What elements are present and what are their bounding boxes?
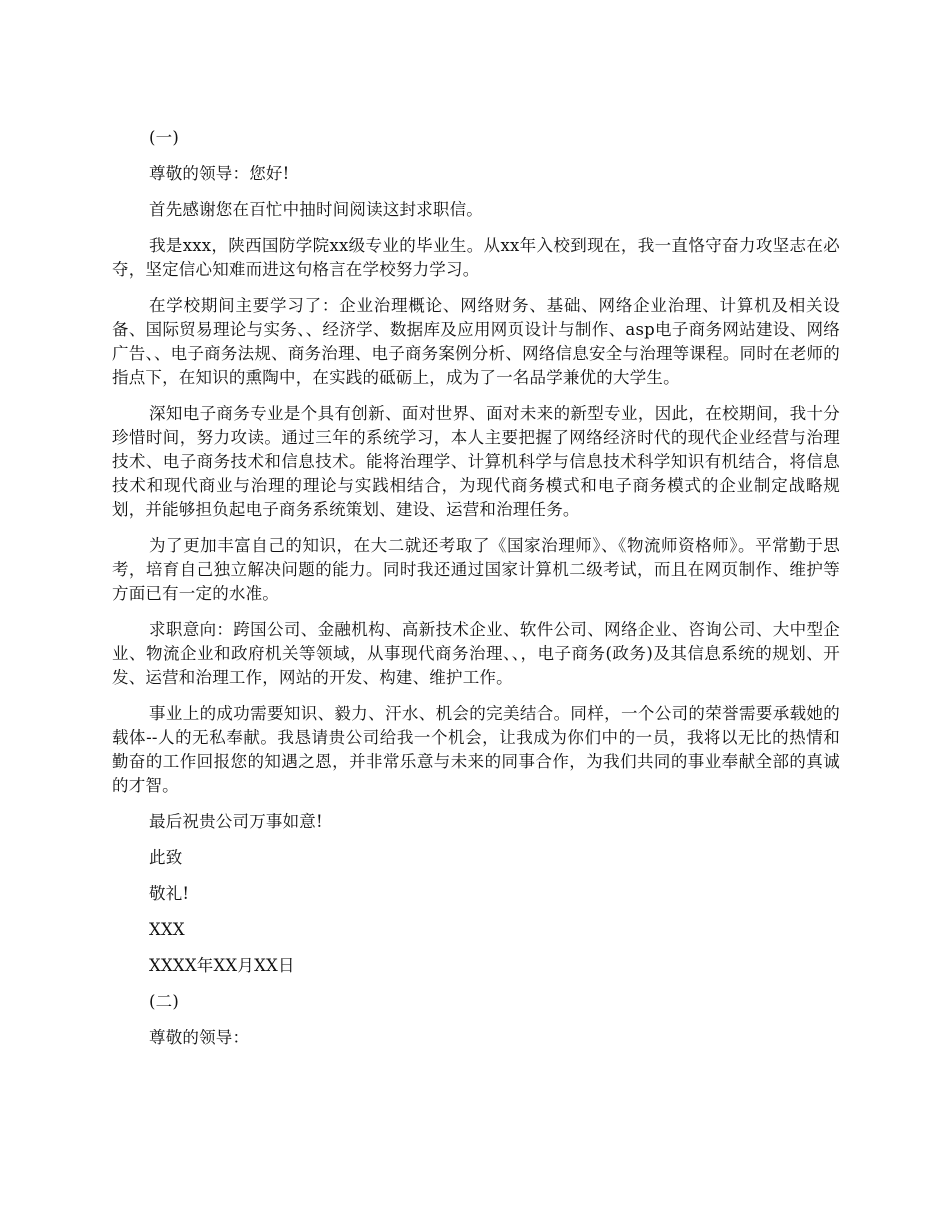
- paragraph-major: 深知电子商务专业是个具有创新、面对世界、面对未来的新型专业，因此，在校期间，我十分珍惜时间，努力攻读。通过三年的系统学习，本人主要把握了网络经济时代的现代企业经营与治理技术、电子商务技术和信息技术。能将治理学、计算机科学与信息技术科学知识有机结合，将信息技术和现代商业与治理的理论与实践相结合，为现代商务模式和电子商务模式的企业制定战略规划，并能够担负起电子商务系统策划、建设、运营和治理任务。: [112, 404, 840, 519]
- paragraph-studies: 在学校期间主要学习了：企业治理概论、网络财务、基础、网络企业治理、计算机及相关设备、国际贸易理论与实务、、经济学、数据库及应用网页设计与制作、asp电子商务网站建设、网络广告、、电子商务法规、商务治理、电子商务案例分析、网络信息安全与治理等课程。同时在老师的指点下，在知识的熏陶中，在实践的砥砺上，成为了一名品学兼优的大学生。: [112, 296, 840, 387]
- paragraph-introduction: 我是xxx，陕西国防学院xx级专业的毕业生。从xx年入校到现在，我一直恪守奋力攻坚志在必夺，坚定信心知难而进这句格言在学校努力学习。: [112, 236, 840, 279]
- wishes-line: 最后祝贵公司万事如意!: [149, 812, 323, 831]
- closing-phrase: 此致: [149, 848, 183, 867]
- document-body: [112, 126, 840, 1062]
- paragraph-job-intent: 求职意向：跨国公司、金融机构、高新技术企业、软件公司、网络企业、咨询公司、大中型企业、物流企业和政府机关等领域，从事现代商务治理、、，电子商务(政务)及其信息系统的规划、开发、运营和治理工作，网站的开发、构建、维护工作。: [112, 620, 840, 687]
- paragraph-closing: 事业上的成功需要知识、毅力、汗水、机会的完美结合。同样，一个公司的荣誉需要承载她的载体--人的无私奉献。我恳请贵公司给我一个机会，让我成为你们中的一员，我将以无比的热情和勤奋的工作回报您的知遇之恩，并非常乐意与未来的同事合作，为我们共同的事业奉献全部的真诚的才智。: [112, 704, 840, 795]
- regards: 敬礼!: [149, 884, 190, 903]
- salutation-2: 尊敬的领导：: [149, 1028, 250, 1047]
- salutation: 尊敬的领导：您好!: [149, 164, 290, 183]
- signature-date: XXXX年XX月XX日: [149, 956, 295, 975]
- opening-line: 首先感谢您在百忙中抽时间阅读这封求职信。: [149, 200, 483, 219]
- paragraph-certificates: 为了更加丰富自己的知识，在大二就还考取了《国家治理师》、《物流师资格师》。平常勤于思考，培育自己独立解决问题的能力。同时我还通过国家计算机二级考试，而且在网页制作、维护等方面已有一定的水准。: [112, 536, 840, 603]
- signature-name: XXX: [149, 920, 185, 939]
- section-marker-2: (二): [149, 992, 179, 1011]
- section-marker-1: (一): [149, 128, 179, 147]
